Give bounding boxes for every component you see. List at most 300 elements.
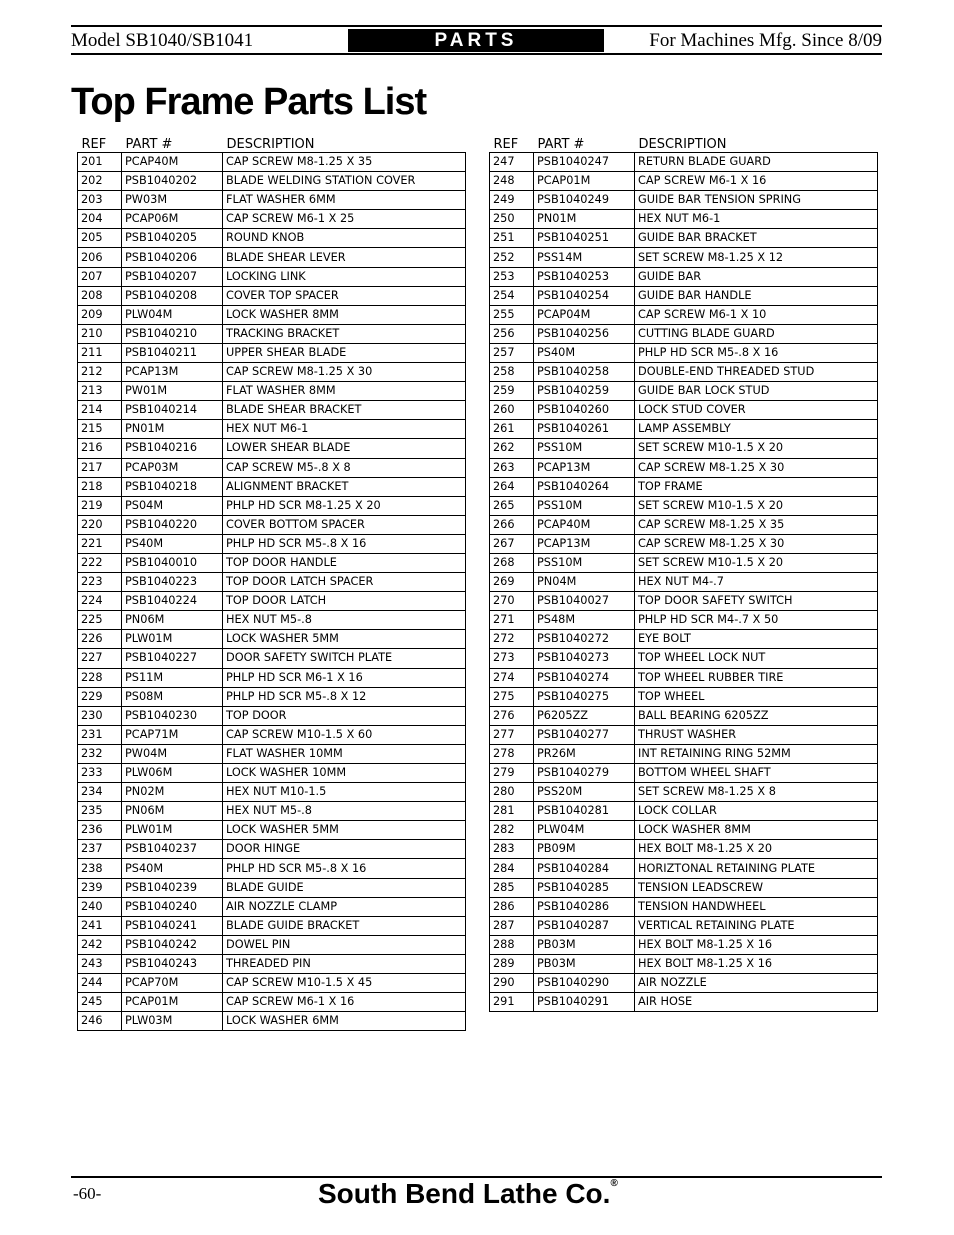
part-number-cell: PS04M xyxy=(122,496,223,515)
table-row xyxy=(490,553,878,572)
part-number-cell: PSB1040290 xyxy=(534,974,635,993)
ref-cell: 245 xyxy=(78,993,122,1012)
ref-cell: 208 xyxy=(78,286,122,305)
ref-cell: 264 xyxy=(490,477,534,496)
parts-table-right xyxy=(489,130,878,1012)
table-row xyxy=(78,458,466,477)
table-row xyxy=(78,859,466,878)
part-number-cell: PSB1040206 xyxy=(122,248,223,267)
table-row xyxy=(490,534,878,553)
ref-cell: 252 xyxy=(490,248,534,267)
table-row xyxy=(78,744,466,763)
part-number-cell: PN06M xyxy=(122,802,223,821)
ref-cell: 256 xyxy=(490,324,534,343)
table-row xyxy=(78,649,466,668)
part-number-cell: PSB1040027 xyxy=(534,592,635,611)
table-row xyxy=(490,191,878,210)
table-row xyxy=(490,229,878,248)
part-number-cell: PCAP70M xyxy=(122,974,223,993)
description-cell: HEX BOLT M8-1.25 X 16 xyxy=(635,935,878,954)
ref-cell: 233 xyxy=(78,764,122,783)
table-row xyxy=(78,363,466,382)
ref-cell: 239 xyxy=(78,878,122,897)
part-header: PART # xyxy=(537,137,585,152)
description-cell: GUIDE BAR LOCK STUD xyxy=(635,382,878,401)
description-cell: SET SCREW M8-1.25 X 8 xyxy=(635,783,878,802)
ref-cell: 228 xyxy=(78,668,122,687)
part-number-cell: PSB1040205 xyxy=(122,229,223,248)
ref-header: REF xyxy=(493,137,519,152)
table-row xyxy=(78,191,466,210)
part-number-cell: PCAP04M xyxy=(534,305,635,324)
part-number-cell: PSB1040287 xyxy=(534,916,635,935)
table-row xyxy=(78,993,466,1012)
description-cell: CAP SCREW M8-1.25 X 35 xyxy=(223,153,466,172)
part-number-cell: PSB1040241 xyxy=(122,916,223,935)
part-number-cell: PSB1040227 xyxy=(122,649,223,668)
ref-cell: 265 xyxy=(490,496,534,515)
part-number-cell: PSB1040274 xyxy=(534,668,635,687)
description-cell: THREADED PIN xyxy=(223,954,466,973)
table-row xyxy=(78,935,466,954)
description-cell: SET SCREW M10-1.5 X 20 xyxy=(635,553,878,572)
table-row xyxy=(490,267,878,286)
ref-cell: 218 xyxy=(78,477,122,496)
description-cell: SET SCREW M10-1.5 X 20 xyxy=(635,496,878,515)
part-number-cell: PSB1040256 xyxy=(534,324,635,343)
ref-cell: 253 xyxy=(490,267,534,286)
description-cell: HEX NUT M6-1 xyxy=(223,420,466,439)
ref-cell: 249 xyxy=(490,191,534,210)
table-row xyxy=(490,821,878,840)
part-number-cell: PSB1040242 xyxy=(122,935,223,954)
part-number-cell: PSB1040291 xyxy=(534,993,635,1012)
ref-cell: 283 xyxy=(490,840,534,859)
part-number-cell: PN02M xyxy=(122,783,223,802)
part-number-cell: PSB1040207 xyxy=(122,267,223,286)
ref-cell: 278 xyxy=(490,744,534,763)
description-cell: PHLP HD SCR M6-1 X 16 xyxy=(223,668,466,687)
ref-cell: 251 xyxy=(490,229,534,248)
description-cell: LOCK COLLAR xyxy=(635,802,878,821)
part-number-cell: PSB1040261 xyxy=(534,420,635,439)
description-cell: BOTTOM WHEEL SHAFT xyxy=(635,764,878,783)
part-number-cell: PB09M xyxy=(534,840,635,859)
page-title: Top Frame Parts List xyxy=(71,81,427,123)
description-cell: CAP SCREW M6-1 X 10 xyxy=(635,305,878,324)
ref-cell: 244 xyxy=(78,974,122,993)
table-row xyxy=(78,229,466,248)
ref-cell: 214 xyxy=(78,401,122,420)
table-row xyxy=(78,515,466,534)
part-number-cell: PLW01M xyxy=(122,630,223,649)
description-cell: TOP WHEEL LOCK NUT xyxy=(635,649,878,668)
table-row xyxy=(490,744,878,763)
table-row xyxy=(78,324,466,343)
ref-cell: 290 xyxy=(490,974,534,993)
ref-cell: 279 xyxy=(490,764,534,783)
description-cell: CAP SCREW M6-1 X 25 xyxy=(223,210,466,229)
ref-cell: 267 xyxy=(490,534,534,553)
description-cell: PHLP HD SCR M5-.8 X 16 xyxy=(223,859,466,878)
part-number-cell: PS40M xyxy=(534,343,635,362)
description-header: DESCRIPTION xyxy=(638,137,727,152)
part-number-cell: PN01M xyxy=(534,210,635,229)
description-cell: BLADE GUIDE xyxy=(223,878,466,897)
description-cell: GUIDE BAR HANDLE xyxy=(635,286,878,305)
ref-cell: 291 xyxy=(490,993,534,1012)
table-row xyxy=(490,458,878,477)
ref-cell: 254 xyxy=(490,286,534,305)
ref-cell: 225 xyxy=(78,611,122,630)
table-row xyxy=(490,592,878,611)
table-row xyxy=(490,286,878,305)
ref-cell: 238 xyxy=(78,859,122,878)
table-row xyxy=(78,954,466,973)
ref-cell: 211 xyxy=(78,343,122,362)
description-cell: DOOR SAFETY SWITCH PLATE xyxy=(223,649,466,668)
part-number-cell: PW03M xyxy=(122,191,223,210)
table-row xyxy=(78,267,466,286)
model-label: Model SB1040/SB1041 xyxy=(71,30,254,51)
table-row xyxy=(490,496,878,515)
ref-cell: 259 xyxy=(490,382,534,401)
description-cell: LOCKING LINK xyxy=(223,267,466,286)
description-cell: HEX BOLT M8-1.25 X 20 xyxy=(635,840,878,859)
table-row xyxy=(490,783,878,802)
description-cell: LOCK WASHER 5MM xyxy=(223,630,466,649)
table-row xyxy=(78,897,466,916)
trademark-symbol: ® xyxy=(610,1178,618,1189)
ref-cell: 248 xyxy=(490,172,534,191)
part-number-cell: PSS10M xyxy=(534,496,635,515)
description-cell: AIR NOZZLE xyxy=(635,974,878,993)
part-number-cell: PSB1040253 xyxy=(534,267,635,286)
description-cell: VERTICAL RETAINING PLATE xyxy=(635,916,878,935)
part-number-cell: PSB1040281 xyxy=(534,802,635,821)
ref-cell: 266 xyxy=(490,515,534,534)
description-cell: UPPER SHEAR BLADE xyxy=(223,343,466,362)
part-number-cell: PS08M xyxy=(122,687,223,706)
description-cell: LOCK WASHER 8MM xyxy=(223,305,466,324)
table-row xyxy=(490,611,878,630)
part-number-cell: PSB1040210 xyxy=(122,324,223,343)
table-row xyxy=(78,878,466,897)
description-cell: DOOR HINGE xyxy=(223,840,466,859)
part-number-cell: PSB1040202 xyxy=(122,172,223,191)
table-row xyxy=(78,840,466,859)
table-row xyxy=(78,305,466,324)
ref-cell: 217 xyxy=(78,458,122,477)
description-cell: CAP SCREW M8-1.25 X 30 xyxy=(635,534,878,553)
ref-cell: 205 xyxy=(78,229,122,248)
description-cell: HORIZTONAL RETAINING PLATE xyxy=(635,859,878,878)
description-cell: CAP SCREW M8-1.25 X 35 xyxy=(635,515,878,534)
table-row xyxy=(490,420,878,439)
part-number-cell: PCAP13M xyxy=(534,458,635,477)
ref-cell: 255 xyxy=(490,305,534,324)
ref-cell: 210 xyxy=(78,324,122,343)
ref-header: REF xyxy=(81,137,107,152)
table-row xyxy=(78,573,466,592)
part-number-cell: PSB1040273 xyxy=(534,649,635,668)
table-row xyxy=(78,611,466,630)
ref-cell: 201 xyxy=(78,153,122,172)
ref-cell: 280 xyxy=(490,783,534,802)
table-row xyxy=(78,248,466,267)
table-row xyxy=(78,210,466,229)
ref-cell: 275 xyxy=(490,687,534,706)
table-row xyxy=(78,668,466,687)
ref-cell: 263 xyxy=(490,458,534,477)
part-number-cell: PCAP01M xyxy=(122,993,223,1012)
description-cell: LOCK WASHER 10MM xyxy=(223,764,466,783)
ref-cell: 243 xyxy=(78,954,122,973)
description-cell: CUTTING BLADE GUARD xyxy=(635,324,878,343)
ref-cell: 204 xyxy=(78,210,122,229)
part-number-cell: PN01M xyxy=(122,420,223,439)
table-row xyxy=(490,725,878,744)
ref-cell: 235 xyxy=(78,802,122,821)
part-number-cell: PSB1040259 xyxy=(534,382,635,401)
description-cell: TOP DOOR xyxy=(223,706,466,725)
part-number-cell: PSB1040284 xyxy=(534,859,635,878)
part-header: PART # xyxy=(125,137,173,152)
ref-cell: 272 xyxy=(490,630,534,649)
description-cell: COVER TOP SPACER xyxy=(223,286,466,305)
table-row xyxy=(78,172,466,191)
description-cell: SET SCREW M10-1.5 X 20 xyxy=(635,439,878,458)
table-row xyxy=(78,725,466,744)
table-row xyxy=(78,382,466,401)
table-header-row xyxy=(490,130,878,153)
part-number-cell: PSS10M xyxy=(534,553,635,572)
description-cell: BLADE GUIDE BRACKET xyxy=(223,916,466,935)
part-number-cell: PB03M xyxy=(534,935,635,954)
table-row xyxy=(490,859,878,878)
description-cell: CAP SCREW M6-1 X 16 xyxy=(223,993,466,1012)
ref-cell: 222 xyxy=(78,553,122,572)
table-row xyxy=(490,916,878,935)
part-number-cell: PW04M xyxy=(122,744,223,763)
table-header-row xyxy=(78,130,466,153)
table-row xyxy=(490,248,878,267)
table-row xyxy=(490,477,878,496)
table-row xyxy=(78,401,466,420)
ref-cell: 277 xyxy=(490,725,534,744)
description-cell: RETURN BLADE GUARD xyxy=(635,153,878,172)
ref-cell: 269 xyxy=(490,573,534,592)
ref-cell: 202 xyxy=(78,172,122,191)
description-cell: BALL BEARING 6205ZZ xyxy=(635,706,878,725)
ref-cell: 286 xyxy=(490,897,534,916)
ref-cell: 287 xyxy=(490,916,534,935)
part-number-cell: PCAP01M xyxy=(534,172,635,191)
description-cell: TOP WHEEL xyxy=(635,687,878,706)
table-row xyxy=(78,439,466,458)
table-row xyxy=(490,706,878,725)
part-number-cell: PS40M xyxy=(122,859,223,878)
description-cell: FLAT WASHER 10MM xyxy=(223,744,466,763)
table-row xyxy=(490,324,878,343)
part-number-cell: PSB1040279 xyxy=(534,764,635,783)
table-row xyxy=(490,764,878,783)
part-number-cell: PSB1040258 xyxy=(534,363,635,382)
part-number-cell: PSB1040239 xyxy=(122,878,223,897)
ref-cell: 223 xyxy=(78,573,122,592)
mfg-date-label: For Machines Mfg. Since 8/09 xyxy=(649,30,882,51)
part-number-cell: PSS20M xyxy=(534,783,635,802)
description-cell: TOP FRAME xyxy=(635,477,878,496)
part-number-cell: P6205ZZ xyxy=(534,706,635,725)
description-cell: GUIDE BAR BRACKET xyxy=(635,229,878,248)
ref-cell: 242 xyxy=(78,935,122,954)
part-number-cell: PSB1040264 xyxy=(534,477,635,496)
ref-cell: 273 xyxy=(490,649,534,668)
parts-table-left xyxy=(77,130,466,1031)
ref-cell: 209 xyxy=(78,305,122,324)
part-number-cell: PSB1040249 xyxy=(534,191,635,210)
description-cell: DOWEL PIN xyxy=(223,935,466,954)
table-row xyxy=(490,878,878,897)
ref-cell: 257 xyxy=(490,343,534,362)
ref-cell: 213 xyxy=(78,382,122,401)
description-cell: LOCK WASHER 6MM xyxy=(223,1012,466,1031)
table-row xyxy=(78,630,466,649)
table-row xyxy=(78,592,466,611)
description-cell: FLAT WASHER 6MM xyxy=(223,191,466,210)
table-row xyxy=(78,477,466,496)
part-number-cell: PLW01M xyxy=(122,821,223,840)
table-row xyxy=(490,935,878,954)
part-number-cell: PLW04M xyxy=(534,821,635,840)
description-cell: EYE BOLT xyxy=(635,630,878,649)
description-cell: GUIDE BAR TENSION SPRING xyxy=(635,191,878,210)
description-cell: TOP WHEEL RUBBER TIRE xyxy=(635,668,878,687)
description-cell: HEX NUT M5-.8 xyxy=(223,802,466,821)
table-row xyxy=(490,439,878,458)
ref-cell: 207 xyxy=(78,267,122,286)
table-row xyxy=(78,286,466,305)
section-label: PARTS xyxy=(348,29,604,52)
table-row xyxy=(78,553,466,572)
part-number-cell: PCAP40M xyxy=(122,153,223,172)
ref-cell: 274 xyxy=(490,668,534,687)
part-number-cell: PSB1040010 xyxy=(122,553,223,572)
ref-cell: 247 xyxy=(490,153,534,172)
ref-cell: 282 xyxy=(490,821,534,840)
ref-cell: 203 xyxy=(78,191,122,210)
description-cell: HEX BOLT M8-1.25 X 16 xyxy=(635,954,878,973)
description-cell: PHLP HD SCR M5-.8 X 16 xyxy=(223,534,466,553)
brand-name: South Bend Lathe Co. xyxy=(318,1178,611,1209)
description-cell: SET SCREW M8-1.25 X 12 xyxy=(635,248,878,267)
ref-cell: 236 xyxy=(78,821,122,840)
table-row xyxy=(490,668,878,687)
part-number-cell: PS40M xyxy=(122,534,223,553)
table-row xyxy=(78,916,466,935)
parts-table-left-body xyxy=(78,153,466,1031)
description-cell: HEX NUT M6-1 xyxy=(635,210,878,229)
description-cell: CAP SCREW M8-1.25 X 30 xyxy=(635,458,878,477)
part-number-cell: PSB1040223 xyxy=(122,573,223,592)
ref-cell: 219 xyxy=(78,496,122,515)
description-cell: CAP SCREW M6-1 X 16 xyxy=(635,172,878,191)
ref-cell: 224 xyxy=(78,592,122,611)
part-number-cell: PSB1040220 xyxy=(122,515,223,534)
ref-cell: 268 xyxy=(490,553,534,572)
table-row xyxy=(490,401,878,420)
ref-cell: 232 xyxy=(78,744,122,763)
description-cell: CAP SCREW M8-1.25 X 30 xyxy=(223,363,466,382)
ref-cell: 288 xyxy=(490,935,534,954)
table-row xyxy=(490,210,878,229)
part-number-cell: PCAP40M xyxy=(534,515,635,534)
table-row xyxy=(490,343,878,362)
description-cell: TENSION LEADSCREW xyxy=(635,878,878,897)
part-number-cell: PCAP13M xyxy=(122,363,223,382)
table-row xyxy=(78,496,466,515)
table-row xyxy=(78,783,466,802)
description-cell: CAP SCREW M5-.8 X 8 xyxy=(223,458,466,477)
brand-logo xyxy=(318,1178,618,1210)
description-cell: LOCK WASHER 5MM xyxy=(223,821,466,840)
page-number: -60- xyxy=(73,1184,102,1203)
part-number-cell: PSB1040275 xyxy=(534,687,635,706)
part-number-cell: PSB1040214 xyxy=(122,401,223,420)
description-cell: HEX NUT M10-1.5 xyxy=(223,783,466,802)
part-number-cell: PSB1040216 xyxy=(122,439,223,458)
part-number-cell: PCAP13M xyxy=(534,534,635,553)
part-number-cell: PR26M xyxy=(534,744,635,763)
description-cell: BLADE SHEAR LEVER xyxy=(223,248,466,267)
part-number-cell: PSB1040247 xyxy=(534,153,635,172)
table-row xyxy=(490,153,878,172)
table-row xyxy=(490,993,878,1012)
description-header: DESCRIPTION xyxy=(226,137,315,152)
part-number-cell: PW01M xyxy=(122,382,223,401)
table-row xyxy=(78,420,466,439)
ref-cell: 285 xyxy=(490,878,534,897)
parts-table-right-body xyxy=(490,153,878,1012)
part-number-cell: PLW04M xyxy=(122,305,223,324)
part-number-cell: PSB1040240 xyxy=(122,897,223,916)
description-cell: TOP DOOR LATCH xyxy=(223,592,466,611)
ref-cell: 234 xyxy=(78,783,122,802)
part-number-cell: PSS10M xyxy=(534,439,635,458)
part-number-cell: PCAP06M xyxy=(122,210,223,229)
description-cell: AIR HOSE xyxy=(635,993,878,1012)
description-cell: PHLP HD SCR M8-1.25 X 20 xyxy=(223,496,466,515)
part-number-cell: PN04M xyxy=(534,573,635,592)
part-number-cell: PSB1040277 xyxy=(534,725,635,744)
description-cell: CAP SCREW M10-1.5 X 60 xyxy=(223,725,466,744)
table-row xyxy=(490,687,878,706)
ref-cell: 240 xyxy=(78,897,122,916)
table-row xyxy=(78,764,466,783)
part-number-cell: PSS14M xyxy=(534,248,635,267)
ref-cell: 260 xyxy=(490,401,534,420)
description-cell: TOP DOOR SAFETY SWITCH xyxy=(635,592,878,611)
description-cell: LOWER SHEAR BLADE xyxy=(223,439,466,458)
table-row xyxy=(78,534,466,553)
ref-cell: 281 xyxy=(490,802,534,821)
ref-cell: 250 xyxy=(490,210,534,229)
description-cell: ALIGNMENT BRACKET xyxy=(223,477,466,496)
table-row xyxy=(78,153,466,172)
description-cell: INT RETAINING RING 52MM xyxy=(635,744,878,763)
part-number-cell: PLW03M xyxy=(122,1012,223,1031)
